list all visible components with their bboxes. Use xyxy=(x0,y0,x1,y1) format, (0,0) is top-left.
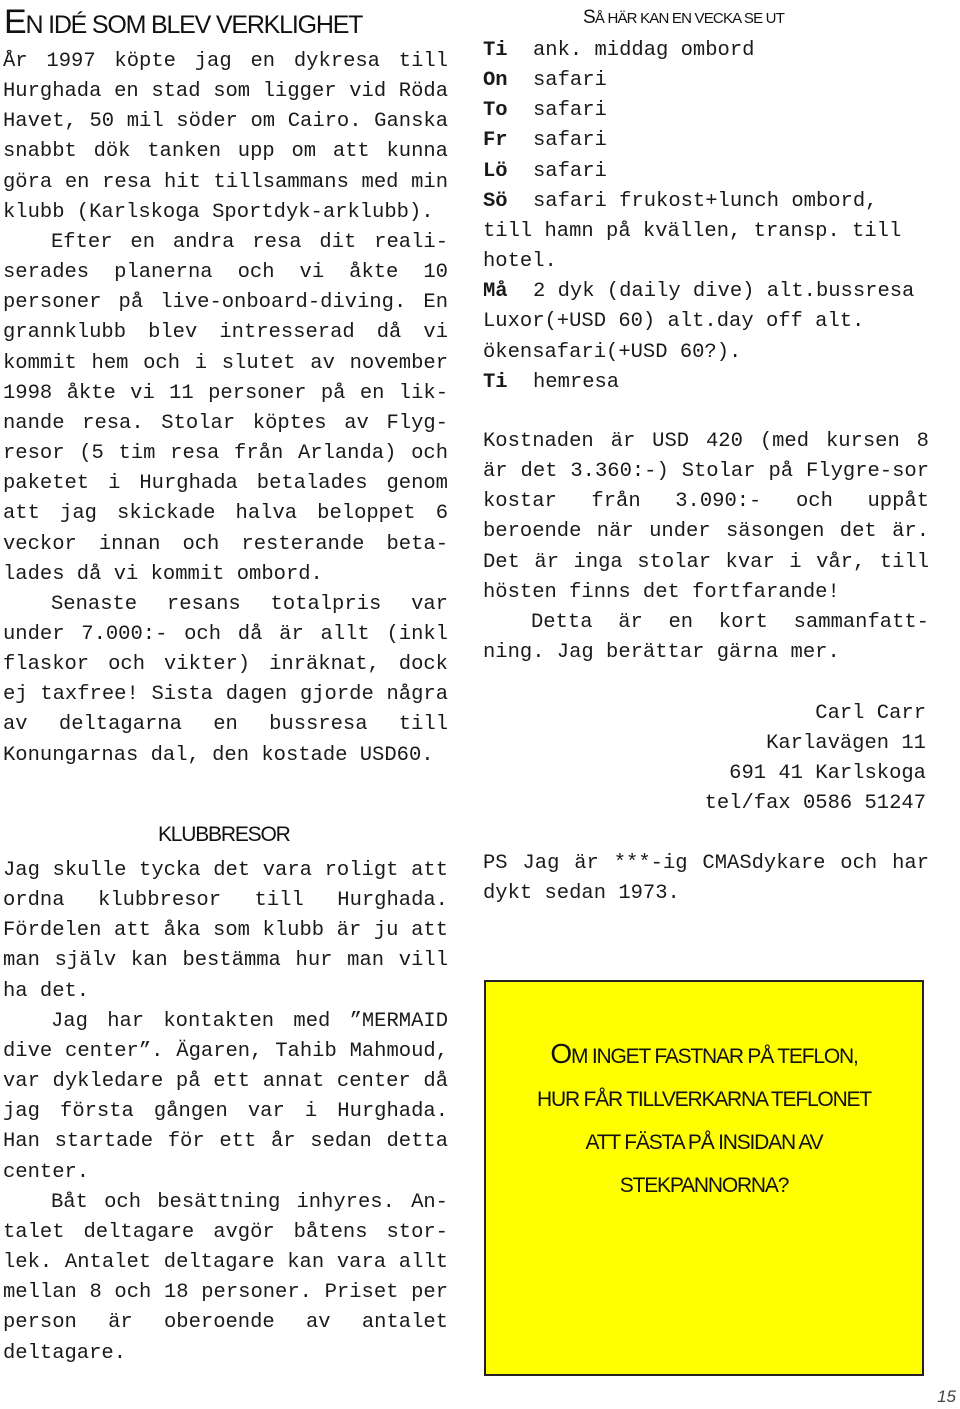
schedule-row: Ti ank. middag ombord xyxy=(483,39,755,62)
ps-section xyxy=(483,849,929,909)
summary-paragraph: Detta är en kort sammanfatt-ning. Jag berättar gärna mer. xyxy=(483,610,929,665)
week-schedule xyxy=(483,36,929,398)
contact-address xyxy=(483,699,926,820)
teflon-question-box xyxy=(484,980,924,1376)
schedule-row: Fr safari xyxy=(483,129,607,153)
schedule-row: On safari xyxy=(483,69,607,93)
cost-paragraph: Kostnaden är USD 420 (med kursen 8 är det 3.360:-) Stolar på Flygre-sor kostar från 3.090:- och uppåt beroende när under säsongen det är. Det är inga stolar kvar i vår, till hösten finns det fortfarande! xyxy=(483,430,929,604)
paragraph-6: Båt och besättning inhyres. An-talet deltagare avgör båtens stor-lek. Antalet deltagare kan vara allt mellan 8 och 18 personer. Priset per person är oberoende av antalet deltagare. xyxy=(3,1190,448,1365)
schedule-row: To safari xyxy=(483,99,607,123)
teflon-question-text: OM INGET FASTNAR PÅ TEFLON, HUR FÅR TILLVERKARNA TEFLONET ATT FÄSTA PÅ INSIDAN AV STEKPANNORNA? xyxy=(537,1038,871,1197)
club-trips-heading: KLUBBRESOR xyxy=(158,823,290,846)
club-trips-body xyxy=(3,856,448,1369)
page-number: 15 xyxy=(937,1387,956,1406)
contact-city: 691 41 Karlskoga xyxy=(729,762,926,786)
schedule-row: Lö safari xyxy=(483,159,607,183)
schedule-row: Ti hemresa xyxy=(483,370,620,394)
ps-paragraph: PS Jag är ***-ig CMASdykare och har dykt sedan 1973. xyxy=(483,852,929,906)
paragraph-5: Jag har kontakten med ”MERMAID dive center”. Ägaren, Tahib Mahmoud, var dykledare på ett annat center då jag första gången var i Hurghada. Han startade för ett år sedan detta center. xyxy=(3,1009,448,1184)
schedule-row: Sö safari frukost+lunch ombord, till hamn på kvällen, transp. till hotel. xyxy=(483,189,902,274)
contact-name: Carl Carr xyxy=(815,702,926,725)
contact-street: Karlavägen 11 xyxy=(766,732,926,756)
week-schedule-heading: SÅ HÄR KAN EN VECKA SE UT xyxy=(583,7,785,28)
paragraph-1: År 1997 köpte jag en dykresa till Hurghada en stad som ligger vid Röda Havet, 50 mil söder om Cairo. Ganska snabbt dök tanken upp om att kunna göra en resa hit tillsammans med min klubb (Karlskoga Sportdyk-arklubb). xyxy=(3,50,448,224)
article-body-left xyxy=(3,47,448,771)
paragraph-4: Jag skulle tycka det vara roligt att ordna klubbresor till Hurghada. Fördelen att åka som klubb är ju att man själv kan bestämma hur man vill ha det. xyxy=(3,859,448,1003)
paragraph-3: Senaste resans totalpris var under 7.000:- och då är allt (inkl flaskor och vikter) inräknat, dock ej taxfree! Sista dagen gjorde några av deltagarna en bussresa till Konungarnas dal, den kostade USD60. xyxy=(3,592,448,767)
paragraph-2: Efter en andra resa dit reali-serades planerna och vi åkte 10 personer på live-onboard-diving. En grannklubb blev intresserad då vi kommit hem och i slutet av november 1998 åkte vi 11 personer på en lik-nande resa. Stolar köptes av Flyg-resor (5 tim resa från Arlanda) och paketet i Hurghada betalades genom att jag skickade halva beloppet 6 veckor innan och resterande beta-lades då vi kommit ombord. xyxy=(3,230,448,586)
article-title: EN IDÉ SOM BLEV VERKLIGHET xyxy=(4,3,363,41)
schedule-row: Må 2 dyk (daily dive) alt.bussresa Luxor(+USD 60) alt.day off alt. ökensafari(+USD 60?). xyxy=(483,280,915,364)
contact-phone: tel/fax 0586 51247 xyxy=(704,792,926,816)
cost-section xyxy=(483,427,929,668)
